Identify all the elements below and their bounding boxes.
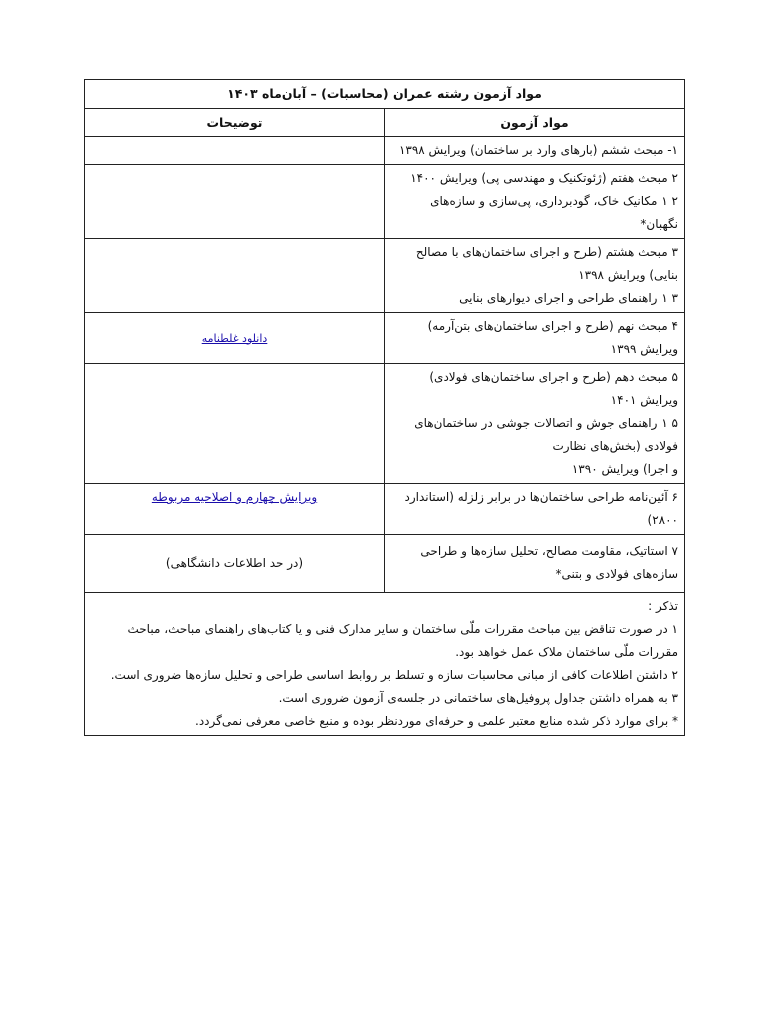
subject-line: ۴ مبحث نهم (طرح و اجرای ساختمان‌های بتن‌آرمه) ویرایش ۱۳۹۹ bbox=[427, 319, 678, 356]
subject-subline: ۳ ۱ راهنمای طراحی و اجرای دیوارهای بنایی bbox=[459, 291, 678, 305]
note-cell bbox=[85, 484, 385, 535]
table-row bbox=[85, 535, 685, 593]
subject-cell bbox=[385, 484, 685, 535]
table-title: مواد آزمون رشته عمران (محاسبات) – آبان‌ماه ۱۴۰۳ bbox=[85, 80, 685, 109]
subject-cell bbox=[385, 364, 685, 484]
subject-cell bbox=[385, 535, 685, 593]
subject-line: ۱- مبحث ششم (بارهای وارد بر ساختمان) ویرایش ۱۳۹۸ bbox=[398, 143, 678, 157]
note-text: (در حد اطلاعات دانشگاهی) bbox=[165, 556, 304, 570]
header-subjects: مواد آزمون bbox=[385, 109, 685, 137]
header-notes: توضیحات bbox=[85, 109, 385, 137]
note-cell bbox=[85, 239, 385, 313]
edition-amendment-link[interactable]: ویرایش چهارم و اصلاحیه مربوطه bbox=[151, 490, 318, 504]
subject-cell bbox=[385, 165, 685, 239]
subject-cell bbox=[385, 239, 685, 313]
table-row bbox=[85, 313, 685, 364]
note-cell bbox=[85, 165, 385, 239]
subject-subline: و اجرا) ویرایش ۱۳۹۰ bbox=[571, 462, 678, 476]
subject-cell bbox=[385, 137, 685, 165]
table-row bbox=[85, 364, 685, 484]
footnote-item: * برای موارد ذکر شده منابع معتبر علمی و حرفه‌ای موردنظر بوده و منبع خاصی معرفی نمی‌گردد. bbox=[195, 714, 678, 728]
footnote-item: ۳ به همراه داشتن جداول پروفیل‌های ساختمانی در جلسه‌ی آزمون ضروری است. bbox=[278, 691, 678, 705]
footnotes-row bbox=[85, 593, 685, 736]
subject-line: ۶ آئین‌نامه طراحی ساختمان‌ها در برابر زلزله (استاندارد ۲۸۰۰) bbox=[404, 490, 678, 527]
errata-download-link[interactable]: دانلود غلطنامه bbox=[201, 331, 268, 345]
subject-line: ۲ مبحث هفتم (ژئوتکنیک و مهندسی پی) ویرایش ۱۴۰۰ bbox=[410, 171, 678, 185]
note-cell bbox=[85, 535, 385, 593]
note-cell bbox=[85, 364, 385, 484]
subject-line: ۳ مبحث هشتم (طرح و اجرای ساختمان‌های با مصالح بنایی) ویرایش ۱۳۹۸ bbox=[415, 245, 678, 282]
subject-line: ۷ استاتیک، مقاومت مصالح، تحلیل سازه‌ها و طراحی سازه‌های فولادی و بتنی* bbox=[420, 544, 678, 581]
footnote-item: ۲ داشتن اطلاعات کافی از مبانی محاسبات سازه و تسلط بر روابط اساسی طراحی و تحلیل سازه‌ها ضروری است. bbox=[110, 668, 678, 682]
table-row bbox=[85, 239, 685, 313]
footnotes-heading: تذکر : bbox=[648, 599, 678, 613]
subject-subline: ۵ ۱ راهنمای جوش و اتصالات جوشی در ساختمان‌های فولادی (بخش‌های نظارت bbox=[414, 416, 678, 453]
subject-cell bbox=[385, 313, 685, 364]
table-row bbox=[85, 137, 685, 165]
table-row bbox=[85, 165, 685, 239]
note-cell bbox=[85, 137, 385, 165]
footnote-item: ۱ در صورت تناقض بین مباحث مقررات ملّی ساختمان و سایر مدارک فنی و یا کتاب‌های راهنمای مباحث، مباحث مقررات ملّی ساختمان ملاک عمل خواهد بود. bbox=[127, 622, 678, 659]
table-row bbox=[85, 484, 685, 535]
exam-subjects-table bbox=[84, 79, 685, 736]
subject-subline: ۲ ۱ مکانیک خاک، گودبرداری، پی‌سازی و سازه‌های نگهبان* bbox=[430, 194, 678, 231]
footnotes-cell bbox=[85, 593, 685, 736]
note-cell bbox=[85, 313, 385, 364]
subject-line: ۵ مبحث دهم (طرح و اجرای ساختمان‌های فولادی) ویرایش ۱۴۰۱ bbox=[429, 370, 678, 407]
